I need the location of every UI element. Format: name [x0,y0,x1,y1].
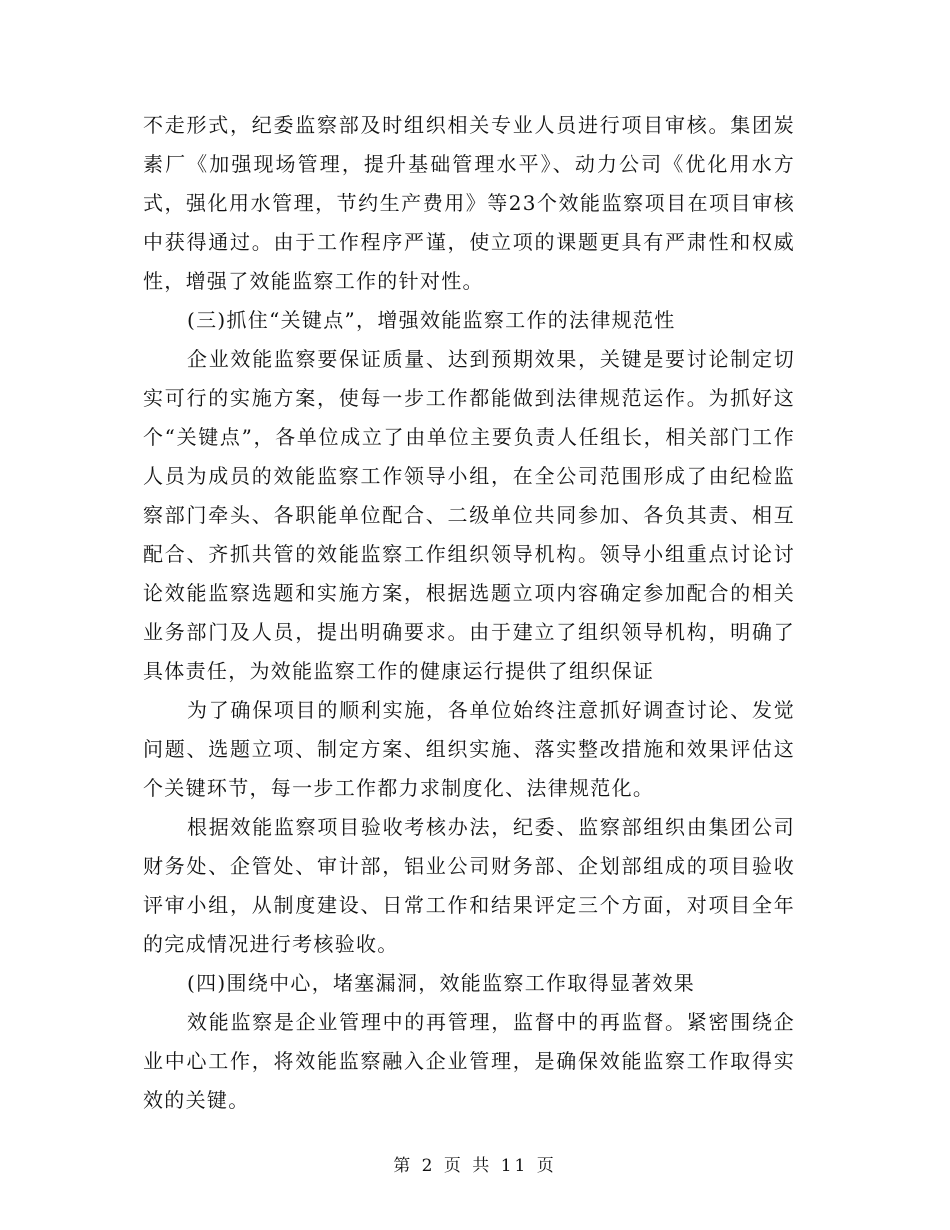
paragraph-results: 效能监察是企业管理中的再管理，监督中的再监督。紧密围绕企业中心工作，将效能监察融入企业管理，是确保效能监察工作取得实效的关键。 [143,1010,795,1112]
paragraph-key-point: 企业效能监察要保证质量、达到预期效果，关键是要讨论制定切实可行的实施方案，使每一步工作都能做到法律规范运作。为抓好这个“关键点”，各单位成立了由单位主要负责人任组长，相关部门工作人员为成员的效能监察工作领导小组，在全公司范围形成了由纪检监察部门牵头、各职能单位配合、二级单位共同参加、各负其责、相互配合、齐抓共管的效能监察工作组织领导机构。领导小组重点讨论讨论效能监察选题和实施方案，根据选题立项内容确定参加配合的相关业务部门及人员，提出明确要求。由于建立了组织领导机构，明确了具体责任，为效能监察工作的健康运行提供了组织保证 [143,347,795,683]
paragraph-implementation: 为了确保项目的顺利实施，各单位始终注意抓好调查讨论、发觉问题、选题立项、制定方案、组织实施、落实整改措施和效果评估这个关键环节，每一步工作都力求制度化、法律规范化。 [143,698,795,800]
paragraph-continuation: 不走形式，纪委监察部及时组织相关专业人员进行项目审核。集团炭素厂《加强现场管理，提升基础管理水平》、动力公司《优化用水方式，强化用水管理，节约生产费用》等23个效能监察项目在项目审核中获得通过。由于工作程序严谨，使立项的课题更具有严肃性和权威性，增强了效能监察工作的针对性。 [143,113,795,293]
paragraph-acceptance: 根据效能监察项目验收考核办法，纪委、监察部组织由集团公司财务处、企管处、审计部，铝业公司财务部、企划部组成的项目验收评审小组，从制度建设、日常工作和结果评定三个方面，对项目全年的完成情况进行考核验收。 [143,815,795,956]
page-number-footer: 第 2 页 共 11 页 [393,1156,557,1176]
section-heading-3: (三)抓住“关键点”，增强效能监察工作的法律规范性 [187,308,676,332]
section-heading-4: (四)围绕中心，堵塞漏洞，效能监察工作取得显著效果 [187,971,696,995]
document-body [143,106,795,1120]
